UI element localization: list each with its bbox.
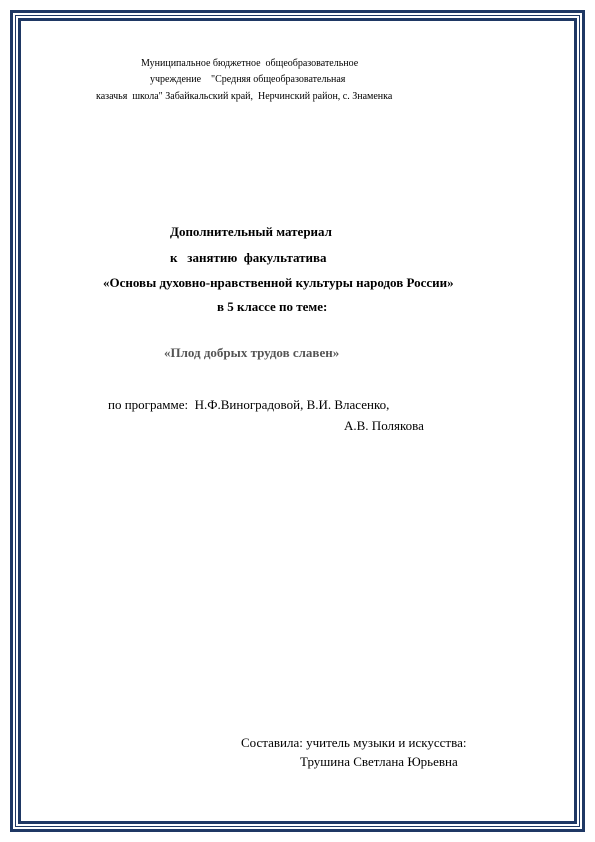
title-line-1: Дополнительный материал — [170, 224, 332, 239]
course-name: «Основы духовно-нравственной культуры народов России» — [103, 275, 454, 290]
program-authors-line-2: А.В. Полякова — [344, 418, 424, 433]
school-name-line-2: учреждение "Средняя общеобразовательная — [150, 74, 346, 85]
school-name-line-1: Муниципальное бюджетное общеобразовательное — [141, 58, 359, 69]
author-name: Трушина Светлана Юрьевна — [300, 754, 458, 769]
title-line-4: в 5 классе по теме: — [217, 299, 328, 314]
school-name-line-3: казачья школа" Забайкальский край, Нерчинский район, с. Знаменка — [96, 91, 393, 102]
page-border-inner — [18, 18, 577, 824]
lesson-topic: «Плод добрых трудов славен» — [164, 345, 340, 360]
author-role: Составила: учитель музыки и искусства: — [241, 735, 467, 750]
program-authors-line-1: по программе: Н.Ф.Виноградовой, В.И. Власенко, — [108, 397, 390, 412]
title-line-2: к занятию факультатива — [170, 250, 327, 265]
